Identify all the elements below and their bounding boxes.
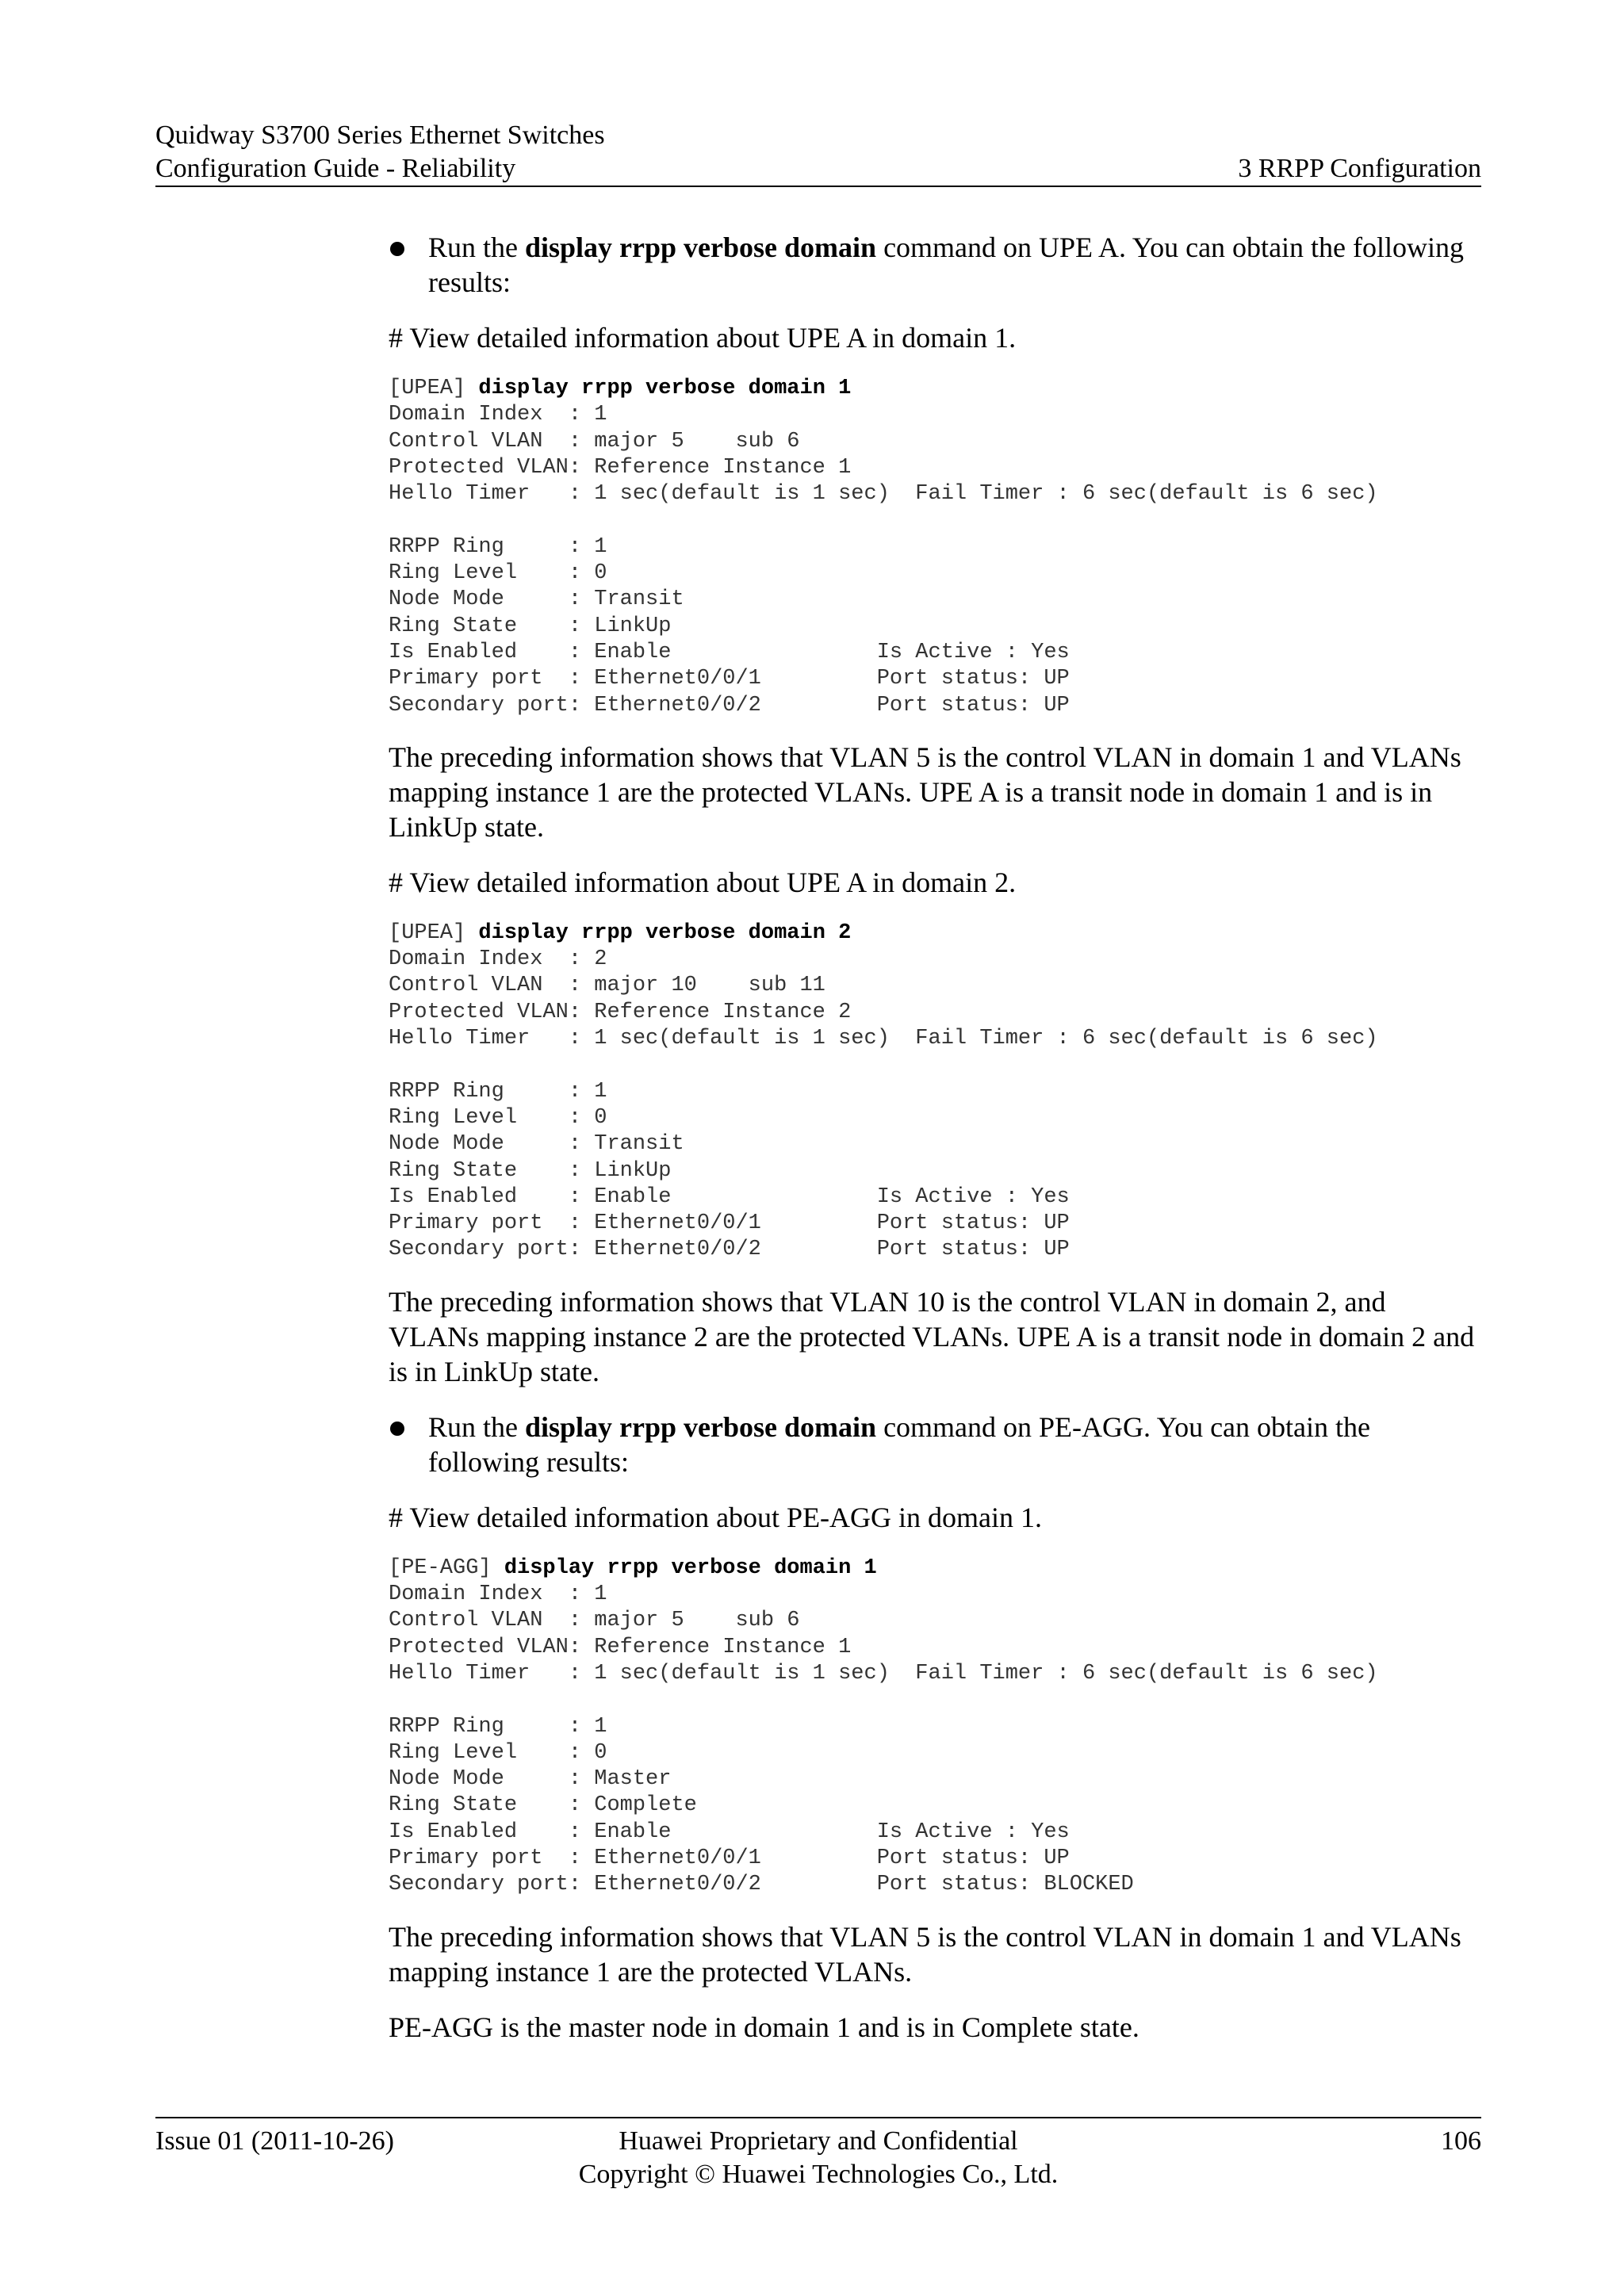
- explanation-paragraph: The preceding information shows that VLAN 10 is the control VLAN in domain 2, and VLANs mapping instance 2 are the protected VLANs. UPE A is a transit node in domain 2 and is in LinkUp state.: [389, 1285, 1475, 1387]
- cli-output-line: RRPP Ring : 1: [389, 534, 607, 559]
- cli-output-line: Is Enabled : Enable Is Active : Yes: [389, 640, 1070, 664]
- bullet-text: Run the: [428, 1410, 525, 1443]
- cli-output-line: Node Mode : Transit: [389, 587, 684, 612]
- cli-prompt: [PE-AGG]: [389, 1556, 504, 1580]
- footer-copyright: Copyright © Huawei Technologies Co., Ltd.: [578, 2160, 1059, 2189]
- cli-prompt: [UPEA]: [389, 920, 479, 945]
- cli-command: display rrpp verbose domain 2: [478, 920, 852, 945]
- cli-output-line: Is Enabled : Enable Is Active : Yes: [389, 1184, 1070, 1209]
- page-number: 106: [1441, 2126, 1481, 2156]
- cli-output-line: Node Mode : Transit: [389, 1132, 684, 1157]
- bullet-pe-agg: [389, 1410, 1481, 1479]
- header-product-title: Quidway S3700 Series Ethernet Switches: [155, 121, 605, 150]
- cli-output-line: Node Mode : Master: [389, 1767, 672, 1792]
- bullet-text: Run the: [428, 232, 525, 263]
- header-guide-title: Configuration Guide - Reliability: [155, 154, 516, 183]
- cli-output-line: RRPP Ring : 1: [389, 1714, 607, 1739]
- cli-output-line: Domain Index : 1: [389, 403, 607, 427]
- cli-output-line: Protected VLAN: Reference Instance 2: [389, 1000, 852, 1024]
- cli-output-line: Secondary port: Ethernet0/0/2 Port status: UP: [389, 693, 1070, 718]
- cli-command: display rrpp verbose domain 1: [478, 377, 852, 400]
- cli-output-line: Primary port : Ethernet0/0/1 Port status: UP: [389, 667, 1070, 691]
- cli-output-line: Primary port : Ethernet0/0/1 Port status: UP: [389, 1211, 1070, 1236]
- page-footer: [155, 2125, 1481, 2191]
- cli-output-line: Domain Index : 2: [389, 947, 607, 972]
- command-name: display rrpp verbose domain: [525, 232, 877, 263]
- page-header: [155, 119, 1481, 186]
- cli-output-line: Secondary port: Ethernet0/0/2 Port status: BLOCKED: [389, 1873, 1134, 1897]
- cli-output-line: Protected VLAN: Reference Instance 1: [389, 455, 852, 480]
- bullet-text: command on UPE A. You can obtain the following results:: [428, 232, 1465, 298]
- cli-output-line: Protected VLAN: Reference Instance 1: [389, 1635, 852, 1659]
- cli-output-line: Is Enabled : Enable Is Active : Yes: [389, 1820, 1070, 1844]
- cli-command: display rrpp verbose domain 1: [504, 1556, 877, 1580]
- page-body: [389, 230, 1481, 2065]
- bullet-text: command on PE-AGG. You can obtain the following results:: [428, 1410, 1370, 1478]
- cli-output-line: Hello Timer : 1 sec(default is 1 sec) Fail Timer : 6 sec(default is 6 sec): [389, 1661, 1378, 1686]
- cli-prompt: [UPEA]: [389, 377, 479, 400]
- step-heading: # View detailed information about PE-AGG in domain 1.: [389, 1501, 1043, 1533]
- bullet-upe-a: [389, 230, 1481, 300]
- cli-output-line: Domain Index : 1: [389, 1582, 607, 1607]
- cli-output-line: Ring State : LinkUp: [389, 1158, 672, 1183]
- explanation-paragraph: PE-AGG is the master node in domain 1 and is in Complete state.: [389, 2011, 1139, 2043]
- cli-output-line: Control VLAN : major 5 sub 6: [389, 429, 800, 453]
- bullet-dot-icon: [390, 1422, 404, 1436]
- cli-output-line: Hello Timer : 1 sec(default is 1 sec) Fail Timer : 6 sec(default is 6 sec): [389, 482, 1378, 507]
- cli-output-line: RRPP Ring : 1: [389, 1079, 607, 1104]
- header-row: [155, 152, 1481, 186]
- explanation-paragraph: The preceding information shows that VLAN 5 is the control VLAN in domain 1 and VLANs mapping instance 1 are the protected VLANs.: [389, 1920, 1461, 1988]
- cli-output-line: Primary port : Ethernet0/0/1 Port status: UP: [389, 1846, 1070, 1870]
- footer-issue: Issue 01 (2011-10-26): [155, 2126, 394, 2156]
- cli-output-line: Ring Level : 0: [389, 1105, 607, 1130]
- header-chapter-title: 3 RRPP Configuration: [1238, 154, 1481, 183]
- cli-output-line: Hello Timer : 1 sec(default is 1 sec) Fail Timer : 6 sec(default is 6 sec): [389, 1027, 1378, 1051]
- cli-output-line: Control VLAN : major 10 sub 11: [389, 974, 825, 998]
- code-block-upea-domain1: [389, 376, 1481, 719]
- footer-rule: [155, 2117, 1481, 2118]
- command-name: display rrpp verbose domain: [525, 1410, 877, 1443]
- cli-output-line: Ring State : Complete: [389, 1793, 697, 1818]
- header-rule: [155, 186, 1481, 187]
- code-block-upea-domain2: [389, 920, 1481, 1264]
- cli-output-line: Secondary port: Ethernet0/0/2 Port status: UP: [389, 1238, 1070, 1262]
- cli-output-line: Ring State : LinkUp: [389, 614, 672, 638]
- cli-output-line: Control VLAN : major 5 sub 6: [389, 1609, 800, 1633]
- cli-output-line: Ring Level : 0: [389, 1740, 607, 1765]
- explanation-paragraph: The preceding information shows that VLAN 5 is the control VLAN in domain 1 and VLANs mapping instance 1 are the protected VLANs. UPE A is a transit node in domain 1 and is in LinkUp state.: [389, 740, 1461, 843]
- footer-confidential: Huawei Proprietary and Confidential: [619, 2126, 1018, 2156]
- bullet-dot-icon: [390, 242, 404, 256]
- code-block-peagg-domain1: [389, 1556, 1481, 1899]
- step-heading: # View detailed information about UPE A in domain 1.: [389, 322, 1017, 354]
- cli-output-line: Ring Level : 0: [389, 561, 607, 586]
- step-heading: # View detailed information about UPE A in domain 2.: [389, 866, 1017, 898]
